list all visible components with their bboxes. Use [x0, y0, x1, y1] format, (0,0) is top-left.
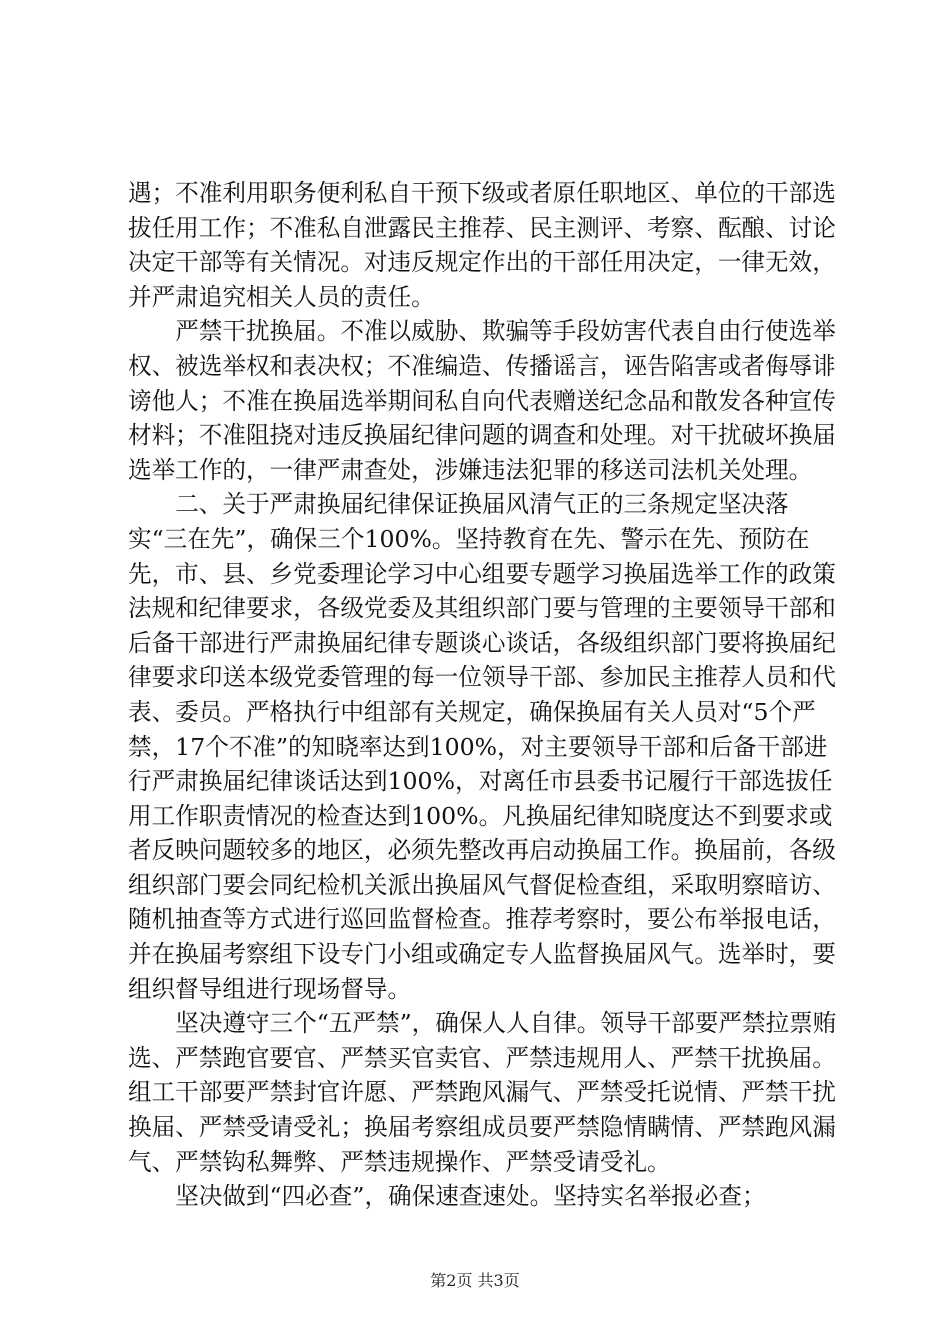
paragraph-2: 严禁干扰换届。不准以威胁、欺骗等手段妨害代表自由行使选举权、被选举权和表决权；不准编造、传播谣言，诬告陷害或者侮辱诽谤他人；不准在换届选举期间私自向代表赠送纪念品和散发各种宣传材料；不准阻挠对违反换届纪律问题的调查和处理。对干扰破坏换届选举工作的，一律严肃查处，涉嫌违法犯罪的移送司法机关处理。: [128, 317, 836, 484]
paragraph-4: 坚决遵守三个“五严禁”，确保人人自律。领导干部要严禁拉票贿选、严禁跑官要官、严禁买官卖官、严禁违规用人、严禁干扰换届。组工干部要严禁封官许愿、严禁跑风漏气、严禁受托说情、严禁干扰换届、严禁受请受礼；换届考察组成员要严禁隐情瞒情、严禁跑风漏气、严禁钩私舞弊、严禁违规操作、严禁受请受礼。: [128, 1009, 837, 1176]
paragraph-3: 二、关于严肃换届纪律保证换届风清气正的三条规定坚决落实“三在先”，确保三个100%。坚持教育在先、警示在先、预防在先，市、县、乡党委理论学习中心组要专题学习换届选举工作的政策法规和纪律要求，各级党委及其组织部门要与管理的主要领导干部和后备干部进行严肃换届纪律专题谈心谈话，各级组织部门要将换届纪律要求印送本级党委管理的每一位领导干部、参加民主推荐人员和代表、委员。严格执行中组部有关规定，确保换届有关人员对“5个严禁，17个不准”的知晓率达到100%，对主要领导干部和后备干部进行严肃换届纪律谈话达到100%，对离任市县委书记履行干部选拔任用工作职责情况的检查达到100%。凡换届纪律知晓度达不到要求或者反映问题较多的地区，必须先整改再启动换届工作。换届前，各级组织部门要会同纪检机关派出换届风气督促检查组，采取明察暗访、随机抽查等方式进行巡回监督检查。推荐考察时，要公布举报电话，并在换届考察组下设专门小组或确定专人监督换届风气。选举时，要组织督导组进行现场督导。: [128, 490, 836, 1003]
paragraph-1: 遇；不准利用职务便利私自干预下级或者原任职地区、单位的干部选拔任用工作；不准私自泄露民主推荐、民主测评、考察、酝酿、讨论决定干部等有关情况。对违反规定作出的干部任用决定，一律无效，并严肃追究相关人员的责任。: [128, 179, 836, 311]
document-body: [128, 176, 840, 1214]
paragraph-5: 坚决做到“四必查”，确保速查速处。坚持实名举报必查；: [175, 1182, 766, 1211]
page-footer: 第2页 共3页: [430, 1271, 520, 1290]
